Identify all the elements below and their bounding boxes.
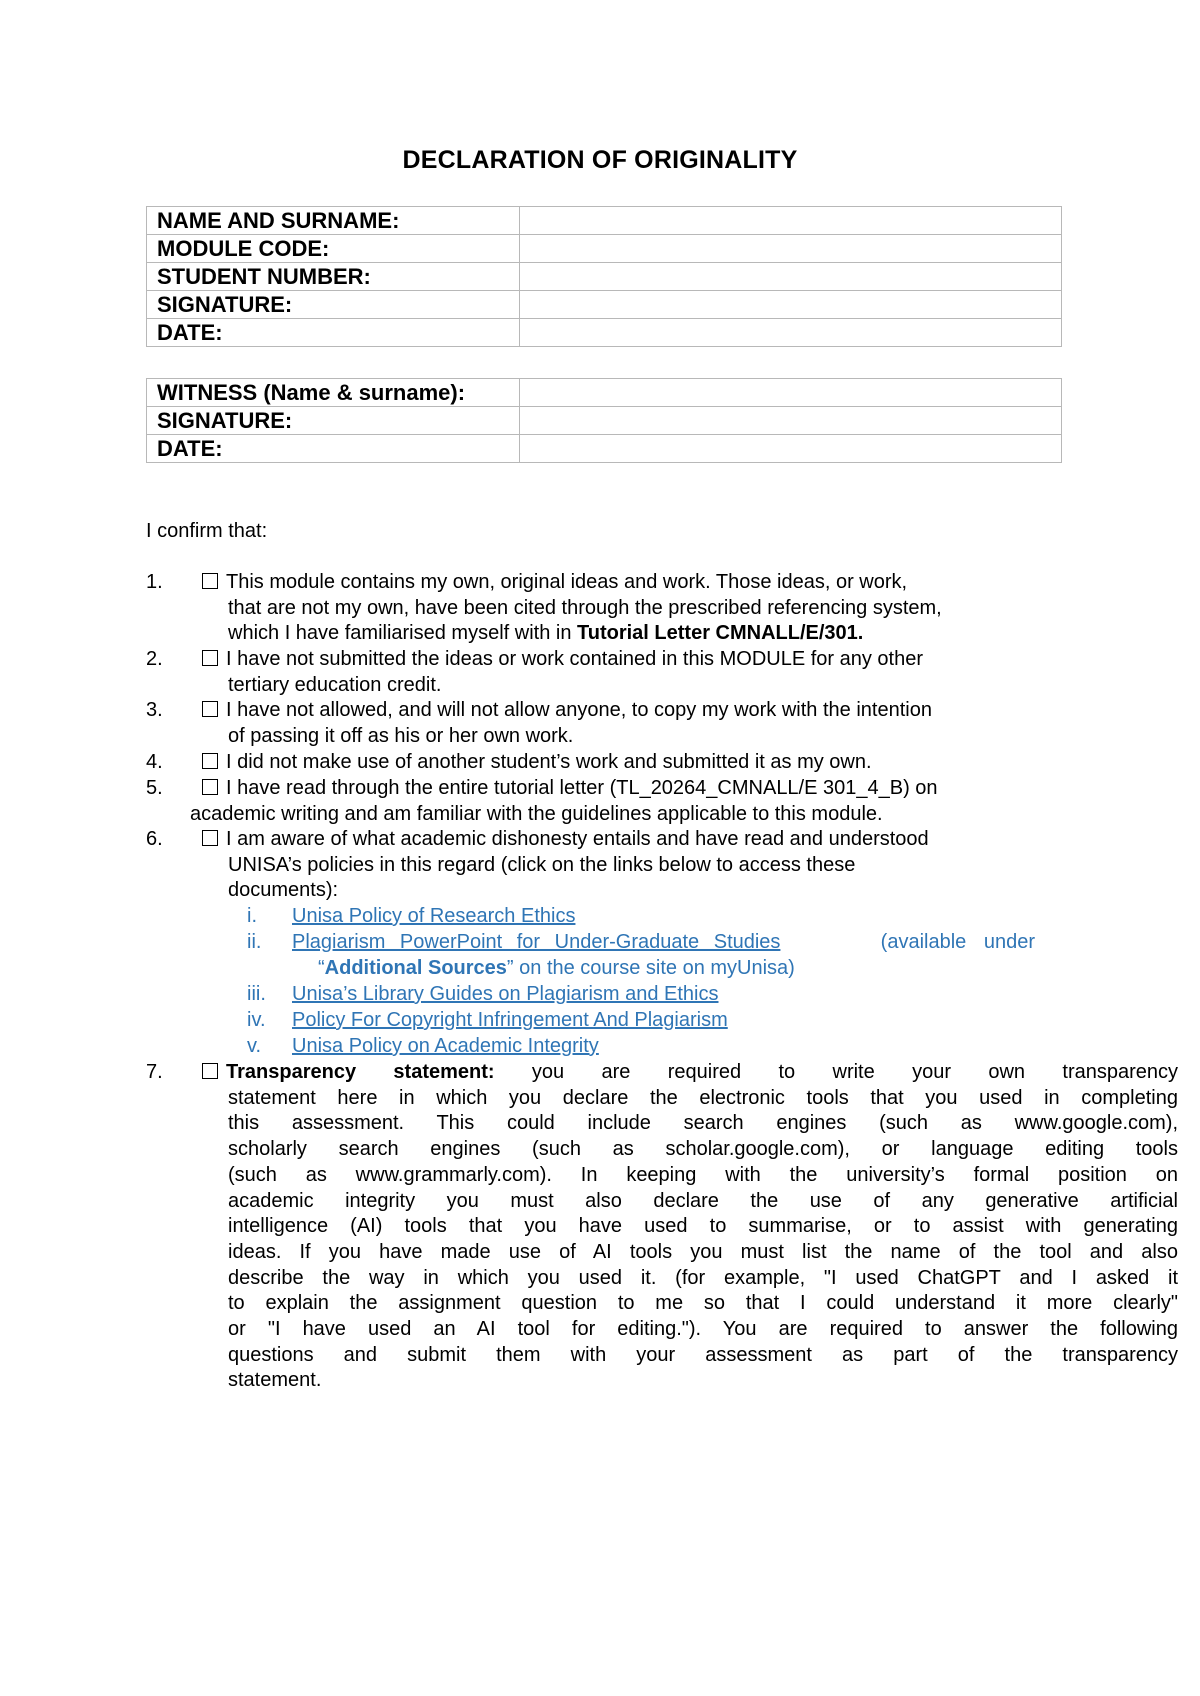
page-title: DECLARATION OF ORIGINALITY <box>402 146 798 174</box>
student-number-label: STUDENT NUMBER: <box>147 263 520 291</box>
item-number: 3. <box>146 699 163 721</box>
availability-note: (available under <box>880 931 1035 953</box>
checkbox[interactable] <box>202 650 218 666</box>
checkbox[interactable] <box>202 573 218 589</box>
table-row <box>147 207 1062 235</box>
table-row <box>147 291 1062 319</box>
module-code-field[interactable] <box>520 235 1062 263</box>
declaration-page: DECLARATION OF ORIGINALITY NAME AND SURNAME: MODULE CODE: STUDENT NUMBER: SIGNATURE: DATE: WITNESS (Name & surname): SIGNATURE: DATE: I confirm that: 1. This module contains my own, original ideas and work. Those ideas, or work, that are not my own, have been cited through the prescribed referencing system, which I have familiarised myself with in Tutorial Letter CMNALL/E/301. 2. I have not submitted the ideas or work contained in this MODULE for any other tertiary education credit. 3. I have not allowed, and will not allow anyone, to copy my work with the intention of passing it off as his or her own work. 4. I did not make use of another student’s work and submitted it as my own. 5. I have read through the entire tutorial letter (TL_20264_CMNALL/E 301_4_B) on academic writing and am familiar with the guidelines applicable to this module. 6. I am aware of what academic dishonesty entails and have read and understood UNISA’s policies in this regard (click on the links below to access these documents): i. Unisa Policy of Research Ethics ii. Plagiarism PowerPoint for Under-Graduate Studies (available under “Additional Sources” on the course site on myUnisa) iii. Unisa’s Library Guides on Plagiarism and Ethics iv. Policy For Copyright Infringement And Plagiarism v. Unisa Policy on Academic Integrity 7. Transparency statement: you are required to write your own transparency statement here in which you declare the electronic tools that you used in completing this assessment. This could include search engines (such as www.google.com), scholarly search engines (such as scholar.google.com), or language editing tools (such as www.grammarly.com). In keeping with the university’s formal position on academic integrity you must also declare the use of any generative artificial intelligence (AI) tools that you have used to summarise, or to assist with generating ideas. If you have made use of AI tools you must list the name of the tool and also describe the way in which you used it. (for example, "I used ChatGPT and I asked it to explain the assignment question to me so that I could understand it more clearly" or "I have used an AI tool for editing."). You are required to answer the following questions and submit them with your assessment as part of the transparency statement. <box>0 0 1200 1696</box>
signature-label: SIGNATURE: <box>147 291 520 319</box>
module-code-label: MODULE CODE: <box>147 235 520 263</box>
item-number: 6. <box>146 828 163 850</box>
item-number: 4. <box>146 751 163 773</box>
roman-numeral: iv. <box>247 1009 266 1031</box>
item-number: 1. <box>146 571 163 593</box>
tutorial-letter-reference: Tutorial Letter CMNALL/E/301. <box>577 622 864 645</box>
academic-integrity-policy-link[interactable]: Unisa Policy on Academic Integrity <box>292 1035 599 1057</box>
library-guides-link[interactable]: Unisa’s Library Guides on Plagiarism and Ethics <box>292 983 719 1005</box>
availability-note-continued: “Additional Sources” on the course site on myUnisa) <box>318 957 795 979</box>
item-number: 2. <box>146 648 163 670</box>
date-field[interactable] <box>520 319 1062 347</box>
additional-sources-label: Additional Sources <box>324 957 507 979</box>
checkbox[interactable] <box>202 1063 218 1079</box>
date-label: DATE: <box>147 319 520 347</box>
plagiarism-powerpoint-link[interactable]: Plagiarism PowerPoint for Under-Graduate Studies <box>292 931 781 953</box>
table-row <box>147 319 1062 347</box>
confirm-heading: I confirm that: <box>146 520 268 542</box>
student-number-field[interactable] <box>520 263 1062 291</box>
transparency-statement-text: statement here in which you declare the electronic tools that you used in completing this assessment. This could include search engines (such as www.google.com), scholarly search engines (such as scholar.google.com), or language editing tools (such as www.grammarly.com). In keeping with the university’s formal position on academic integrity you must also declare the use of any generative artificial intelligence (AI) tools that you have used to summarise, or to assist with generating ideas. If you have made use of AI tools you must list the name of the tool and also describe the way in which you used it. (for example, "I used ChatGPT and I asked it to explain the assignment question to me so that I could understand it more clearly" or "I have used an AI tool for editing."). You are required to answer the following questions and submit them with your assessment as part of the transparency statement. <box>228 1086 1178 1392</box>
witness-signature-field[interactable] <box>520 407 1062 435</box>
roman-numeral: iii. <box>247 983 266 1005</box>
item-number: 7. <box>146 1061 163 1083</box>
checkbox[interactable] <box>202 830 218 846</box>
table-row <box>147 379 1062 407</box>
checkbox[interactable] <box>202 701 218 717</box>
copyright-policy-link[interactable]: Policy For Copyright Infringement And Plagiarism <box>292 1009 728 1031</box>
table-row <box>147 407 1062 435</box>
transparency-statement-heading: Transparency statement: <box>226 1061 495 1083</box>
roman-numeral: i. <box>247 905 257 927</box>
item-number: 5. <box>146 777 163 799</box>
table-row <box>147 263 1062 291</box>
witness-date-label: DATE: <box>147 435 520 463</box>
witness-name-label: WITNESS (Name & surname): <box>147 379 520 407</box>
name-surname-label: NAME AND SURNAME: <box>147 207 520 235</box>
witness-date-field[interactable] <box>520 435 1062 463</box>
witness-details-table <box>146 378 1062 463</box>
student-details-table <box>146 206 1062 347</box>
roman-numeral: v. <box>247 1035 262 1057</box>
witness-signature-label: SIGNATURE: <box>147 407 520 435</box>
roman-numeral: ii. <box>247 931 262 953</box>
table-row <box>147 435 1062 463</box>
checkbox[interactable] <box>202 753 218 769</box>
signature-field[interactable] <box>520 291 1062 319</box>
table-row <box>147 235 1062 263</box>
checkbox[interactable] <box>202 779 218 795</box>
witness-name-field[interactable] <box>520 379 1062 407</box>
name-surname-field[interactable] <box>520 207 1062 235</box>
research-ethics-policy-link[interactable]: Unisa Policy of Research Ethics <box>292 905 576 927</box>
